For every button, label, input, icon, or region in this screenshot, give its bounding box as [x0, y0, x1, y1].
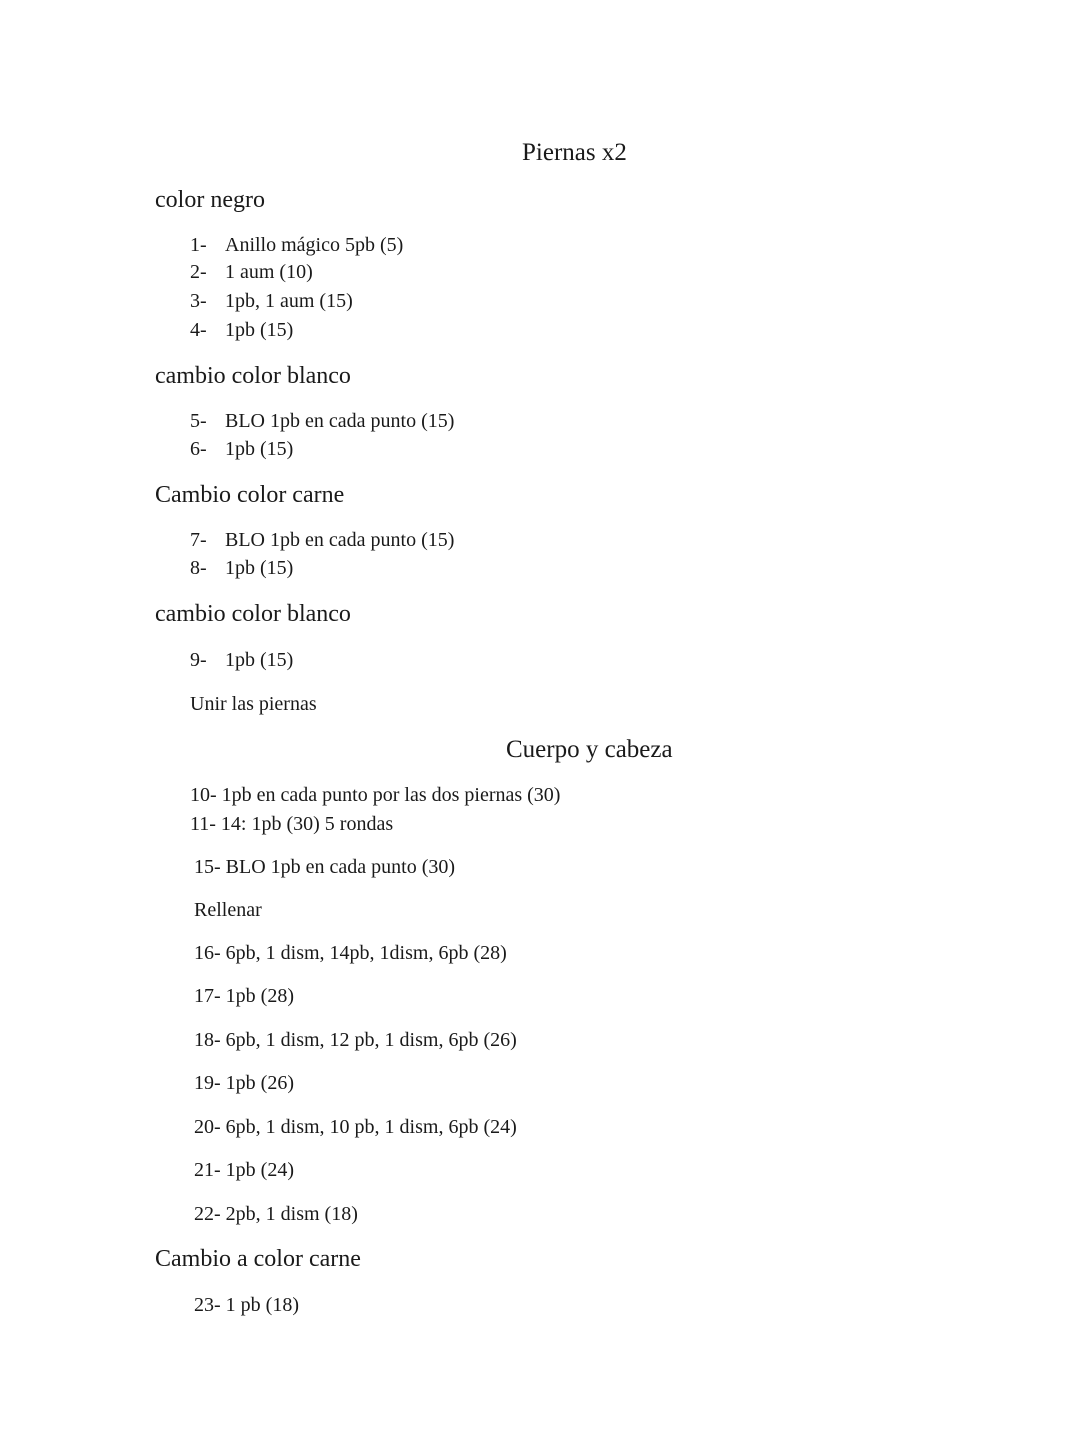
step-number: 9- — [190, 649, 207, 671]
step-item: 16- 6pb, 1 dism, 14pb, 1dism, 6pb (28) — [194, 942, 507, 964]
step-text: 1 aum (10) — [225, 261, 313, 283]
step-text: Anillo mágico 5pb (5) — [225, 234, 404, 256]
step-number: 2- — [190, 261, 207, 283]
step-item — [190, 235, 403, 255]
step-number: 8- — [190, 557, 207, 579]
note-rellenar: Rellenar — [194, 899, 262, 921]
step-number: 5- — [190, 410, 207, 432]
section-heading-cambio-color-carne: Cambio color carne — [155, 482, 345, 508]
step-text: BLO 1pb en cada punto (15) — [225, 410, 455, 432]
step-item: 15- BLO 1pb en cada punto (30) — [194, 856, 456, 878]
cuerpo-title: Cuerpo y cabeza — [506, 736, 673, 763]
step-item: 10- 1pb en cada punto por las dos piernas (30) — [190, 784, 561, 806]
step-item: 17- 1pb (28) — [194, 985, 294, 1007]
step-item — [190, 650, 293, 670]
step-item: 21- 1pb (24) — [194, 1159, 294, 1181]
step-item — [190, 411, 454, 431]
step-number: 7- — [190, 529, 207, 551]
step-text: 1pb (15) — [225, 438, 294, 460]
section-heading-cambio-a-color-carne: Cambio a color carne — [155, 1246, 361, 1272]
step-text: 1pb (15) — [225, 557, 294, 579]
step-item — [190, 320, 293, 340]
note-unir-piernas: Unir las piernas — [190, 693, 317, 715]
step-item: 11- 14: 1pb (30) 5 rondas — [190, 813, 394, 835]
section-heading-color-negro: color negro — [155, 187, 265, 213]
step-item — [190, 530, 454, 550]
step-text: 1pb (15) — [225, 319, 294, 341]
step-item — [190, 291, 353, 311]
step-item: 19- 1pb (26) — [194, 1072, 294, 1094]
step-number: 6- — [190, 438, 207, 460]
section-heading-cambio-color-blanco: cambio color blanco — [155, 363, 351, 389]
step-text: 1pb, 1 aum (15) — [225, 290, 353, 312]
step-text: BLO 1pb en cada punto (15) — [225, 529, 455, 551]
step-number: 4- — [190, 319, 207, 341]
step-item: 23- 1 pb (18) — [194, 1294, 299, 1316]
step-item: 18- 6pb, 1 dism, 12 pb, 1 dism, 6pb (26) — [194, 1029, 517, 1051]
step-item — [190, 558, 293, 578]
step-item — [190, 439, 293, 459]
step-number: 3- — [190, 290, 207, 312]
section-heading-cambio-color-blanco: cambio color blanco — [155, 601, 351, 627]
step-item: 22- 2pb, 1 dism (18) — [194, 1203, 358, 1225]
step-item — [190, 262, 313, 282]
piernas-title: Piernas x2 — [522, 139, 627, 166]
step-text: 1pb (15) — [225, 649, 294, 671]
step-item: 20- 6pb, 1 dism, 10 pb, 1 dism, 6pb (24) — [194, 1116, 517, 1138]
step-number: 1- — [190, 234, 207, 256]
